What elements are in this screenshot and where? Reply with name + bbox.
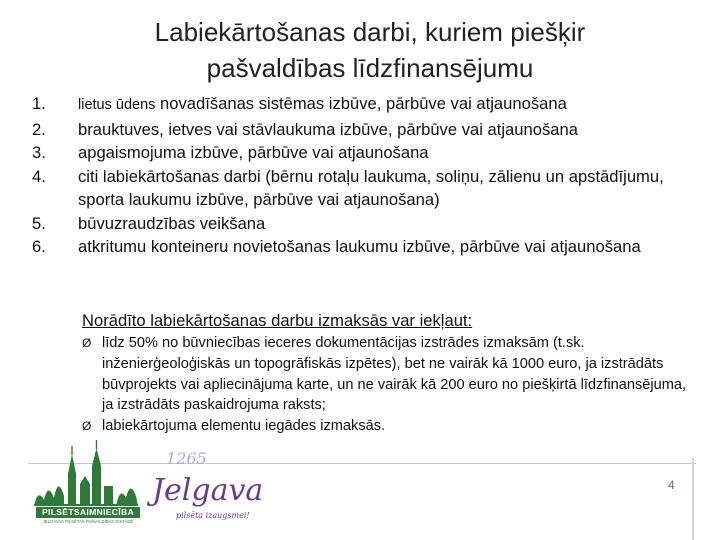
list-item-number: 6. <box>32 237 46 256</box>
list-item-text: novadīšanas sistēmas izbūve, pārbūve vai atjaunošana <box>155 94 567 113</box>
list-item-text: būvuzraudzības veikšana <box>78 213 266 233</box>
logo-left-caption: PILSĒTSAIMNIECĪBA <box>36 507 140 518</box>
list-item-text: citi labiekārtošanas darbi (bērnu rotaļu laukuma, soliņu, zālienu un apstādījumu, sporta laukumu izbūve, pārbūve vai atjaunošana) <box>78 166 664 209</box>
list-item-number: 2. <box>32 119 46 139</box>
list-item <box>28 212 698 236</box>
arrow-bullet-icon: Ø <box>82 336 92 350</box>
logo-script: Jelgava <box>152 473 264 508</box>
bullet-item <box>82 416 692 437</box>
list-item <box>28 118 698 142</box>
jelgava-logo <box>146 440 276 532</box>
footer-side-rule <box>692 458 694 540</box>
list-item-number: 3. <box>32 143 46 162</box>
arrow-bullet-icon: Ø <box>82 419 92 434</box>
title-line-2: pašvaldības līdzfinansējumu <box>206 53 534 83</box>
works-list <box>28 92 698 259</box>
logo-year: 1265 <box>166 449 207 468</box>
slide-title <box>60 14 680 86</box>
list-item-number: 4. <box>32 166 46 186</box>
page-number: 4 <box>668 478 675 492</box>
costs-sub-heading: Norādīto labiekārtošanas darbu izmaksās var iekļaut: <box>82 311 473 330</box>
list-item-text: apgaismojuma izbūve, pārbūve vai atjaunošana <box>78 143 429 162</box>
list-item <box>28 92 698 118</box>
logo-left-subcaption: JELGAVAS PILSĒTAS PAŠVALDĪBAS IESTĀDE <box>42 519 134 524</box>
bullet-item <box>82 333 692 416</box>
list-item-text: atkritumu konteineru novietošanas laukumu izbūve, pārbūve vai atjaunošana <box>78 237 641 256</box>
list-item <box>28 165 698 212</box>
list-item-number: 1. <box>32 94 46 113</box>
bullet-item-text: līdz 50% no būvniecības ieceres dokumentācijas izstrādes izmaksām (t.sk. inženierģeoloģiskās un topogrāfiskās izpētes), bet ne vairāk kā 1000 euro, ja izstrādāts būvprojekts vai apliecinājuma karte, un ne vairāk kā 200 euro no piešķirtā līdzfinansējuma, ja izstrādāts paskaidrojuma raksts; <box>102 335 687 414</box>
title-line-1: Labiekārtošanas darbi, kuriem piešķir <box>154 17 586 47</box>
list-item-text: brauktuves, ietves vai stāvlaukuma izbūve, pārbūve vai atjaunošana <box>78 119 578 139</box>
list-item <box>28 235 698 259</box>
bullet-item-text: labiekārtojuma elementu iegādes izmaksās. <box>102 418 386 435</box>
list-item-lead: lietus ūdens <box>78 97 156 113</box>
list-item <box>28 141 698 165</box>
costs-bullet-list <box>82 333 692 437</box>
logo-tagline: pilsēta izaugsmei! <box>176 511 250 520</box>
list-item-number: 5. <box>32 213 46 233</box>
